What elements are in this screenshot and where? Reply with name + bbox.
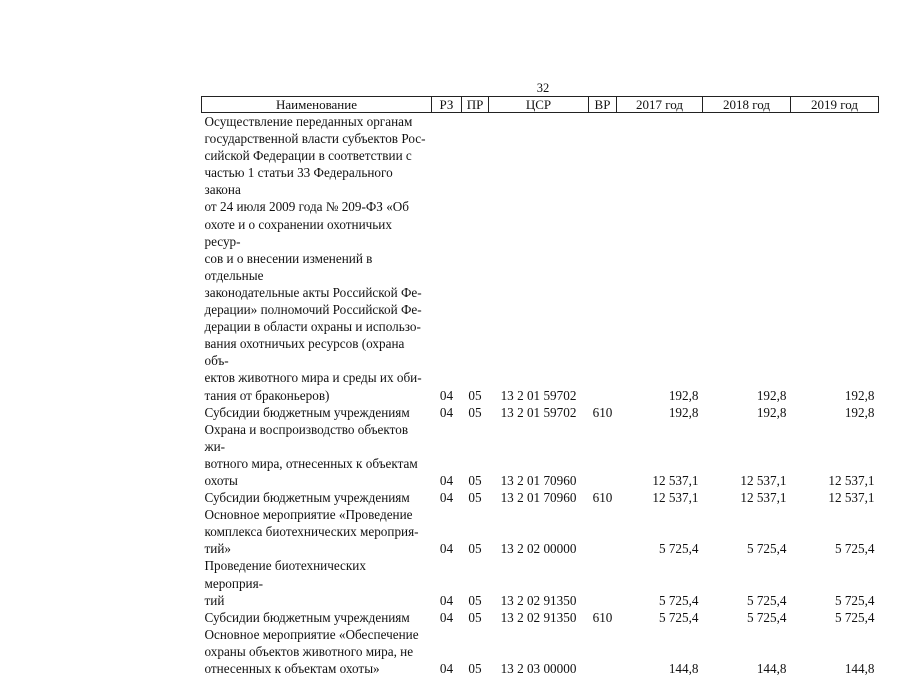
cell-vr [589, 626, 617, 677]
cell-pr: 05 [462, 557, 489, 608]
cell-2017: 12 537,1 [617, 421, 703, 489]
cell-vr: 610 [589, 489, 617, 506]
page-number: 32 [518, 81, 568, 95]
header-year-2017: 2017 год [617, 97, 703, 113]
name-line: Основное мероприятие «Обеспечение [205, 626, 428, 643]
name-line: тий [205, 592, 428, 609]
cell-name [202, 626, 432, 677]
cell-2019: 12 537,1 [791, 421, 879, 489]
table-header [202, 97, 879, 113]
cell-2019: 5 725,4 [791, 609, 879, 626]
header-vr: ВР [589, 97, 617, 113]
table-row [202, 421, 879, 489]
name-line: Охрана и воспроизводство объектов жи- [205, 421, 428, 455]
header-rz: РЗ [432, 97, 462, 113]
table-row [202, 404, 879, 421]
cell-2019: 192,8 [791, 113, 879, 404]
cell-rz: 04 [432, 609, 462, 626]
cell-csr: 13 2 02 91350 [489, 557, 589, 608]
cell-csr: 13 2 03 00000 [489, 626, 589, 677]
name-line: частью 1 статьи 33 Федерального закона [205, 164, 428, 198]
cell-2019: 5 725,4 [791, 506, 879, 557]
table-row [202, 506, 879, 557]
cell-vr: 610 [589, 609, 617, 626]
table-row [202, 626, 879, 677]
cell-rz: 04 [432, 506, 462, 557]
cell-name [202, 489, 432, 506]
header-csr: ЦСР [489, 97, 589, 113]
name-line: сийской Федерации в соответствии с [205, 147, 428, 164]
cell-name [202, 609, 432, 626]
name-line: комплекса биотехнических мероприя- [205, 523, 428, 540]
table-body [202, 113, 879, 677]
cell-csr: 13 2 01 70960 [489, 489, 589, 506]
cell-2019: 192,8 [791, 404, 879, 421]
name-line: дерации» полномочий Российской Фе- [205, 301, 428, 318]
name-line: охоте и о сохранении охотничьих ресур- [205, 216, 428, 250]
name-line: Осуществление переданных органам [205, 113, 428, 130]
cell-2019: 144,8 [791, 626, 879, 677]
cell-csr: 13 2 01 70960 [489, 421, 589, 489]
cell-rz: 04 [432, 404, 462, 421]
cell-name [202, 113, 432, 404]
table-row [202, 557, 879, 608]
cell-rz: 04 [432, 421, 462, 489]
cell-name [202, 506, 432, 557]
cell-2018: 192,8 [703, 113, 791, 404]
budget-table [201, 96, 879, 677]
cell-2018: 144,8 [703, 626, 791, 677]
table-row [202, 113, 879, 404]
cell-2018: 5 725,4 [703, 609, 791, 626]
name-line: охраны объектов животного мира, не [205, 643, 428, 660]
name-line: отнесенных к объектам охоты» [205, 660, 428, 677]
cell-2017: 5 725,4 [617, 506, 703, 557]
cell-vr [589, 506, 617, 557]
cell-rz: 04 [432, 113, 462, 404]
name-line: дерации в области охраны и использо- [205, 318, 428, 335]
cell-vr [589, 557, 617, 608]
cell-pr: 05 [462, 421, 489, 489]
header-pr: ПР [462, 97, 489, 113]
header-year-2018: 2018 год [703, 97, 791, 113]
cell-2017: 192,8 [617, 404, 703, 421]
cell-2018: 12 537,1 [703, 489, 791, 506]
name-line: тий» [205, 540, 428, 557]
table-row [202, 489, 879, 506]
cell-name [202, 421, 432, 489]
cell-csr: 13 2 01 59702 [489, 113, 589, 404]
cell-csr: 13 2 02 00000 [489, 506, 589, 557]
cell-name [202, 404, 432, 421]
cell-2018: 5 725,4 [703, 557, 791, 608]
cell-2019: 12 537,1 [791, 489, 879, 506]
name-line: вотного мира, отнесенных к объектам [205, 455, 428, 472]
name-line: от 24 июля 2009 года № 209-ФЗ «Об [205, 198, 428, 215]
cell-2019: 5 725,4 [791, 557, 879, 608]
cell-pr: 05 [462, 506, 489, 557]
cell-rz: 04 [432, 626, 462, 677]
name-line: Проведение биотехнических мероприя- [205, 557, 428, 591]
cell-2017: 12 537,1 [617, 489, 703, 506]
name-line: Субсидии бюджетным учреждениям [205, 404, 428, 421]
cell-2018: 192,8 [703, 404, 791, 421]
cell-2017: 5 725,4 [617, 609, 703, 626]
cell-2018: 12 537,1 [703, 421, 791, 489]
cell-name [202, 557, 432, 608]
cell-2017: 144,8 [617, 626, 703, 677]
name-line: Субсидии бюджетным учреждениям [205, 489, 428, 506]
cell-rz: 04 [432, 557, 462, 608]
name-line: Субсидии бюджетным учреждениям [205, 609, 428, 626]
header-name: Наименование [202, 97, 432, 113]
name-line: Основное мероприятие «Проведение [205, 506, 428, 523]
name-line: ектов животного мира и среды их оби- [205, 369, 428, 386]
name-line: охоты [205, 472, 428, 489]
name-line: тания от браконьеров) [205, 387, 428, 404]
table-row [202, 609, 879, 626]
cell-pr: 05 [462, 489, 489, 506]
name-line: законодательные акты Российской Фе- [205, 284, 428, 301]
cell-pr: 05 [462, 113, 489, 404]
cell-2017: 5 725,4 [617, 557, 703, 608]
name-line: государственной власти субъектов Рос- [205, 130, 428, 147]
cell-vr: 610 [589, 404, 617, 421]
cell-pr: 05 [462, 609, 489, 626]
header-row [202, 97, 879, 113]
cell-csr: 13 2 02 91350 [489, 609, 589, 626]
cell-vr [589, 421, 617, 489]
cell-pr: 05 [462, 404, 489, 421]
cell-csr: 13 2 01 59702 [489, 404, 589, 421]
name-line: вания охотничьих ресурсов (охрана объ- [205, 335, 428, 369]
name-line: сов и о внесении изменений в отдельные [205, 250, 428, 284]
cell-2017: 192,8 [617, 113, 703, 404]
cell-vr [589, 113, 617, 404]
cell-2018: 5 725,4 [703, 506, 791, 557]
cell-rz: 04 [432, 489, 462, 506]
cell-pr: 05 [462, 626, 489, 677]
header-year-2019: 2019 год [791, 97, 879, 113]
